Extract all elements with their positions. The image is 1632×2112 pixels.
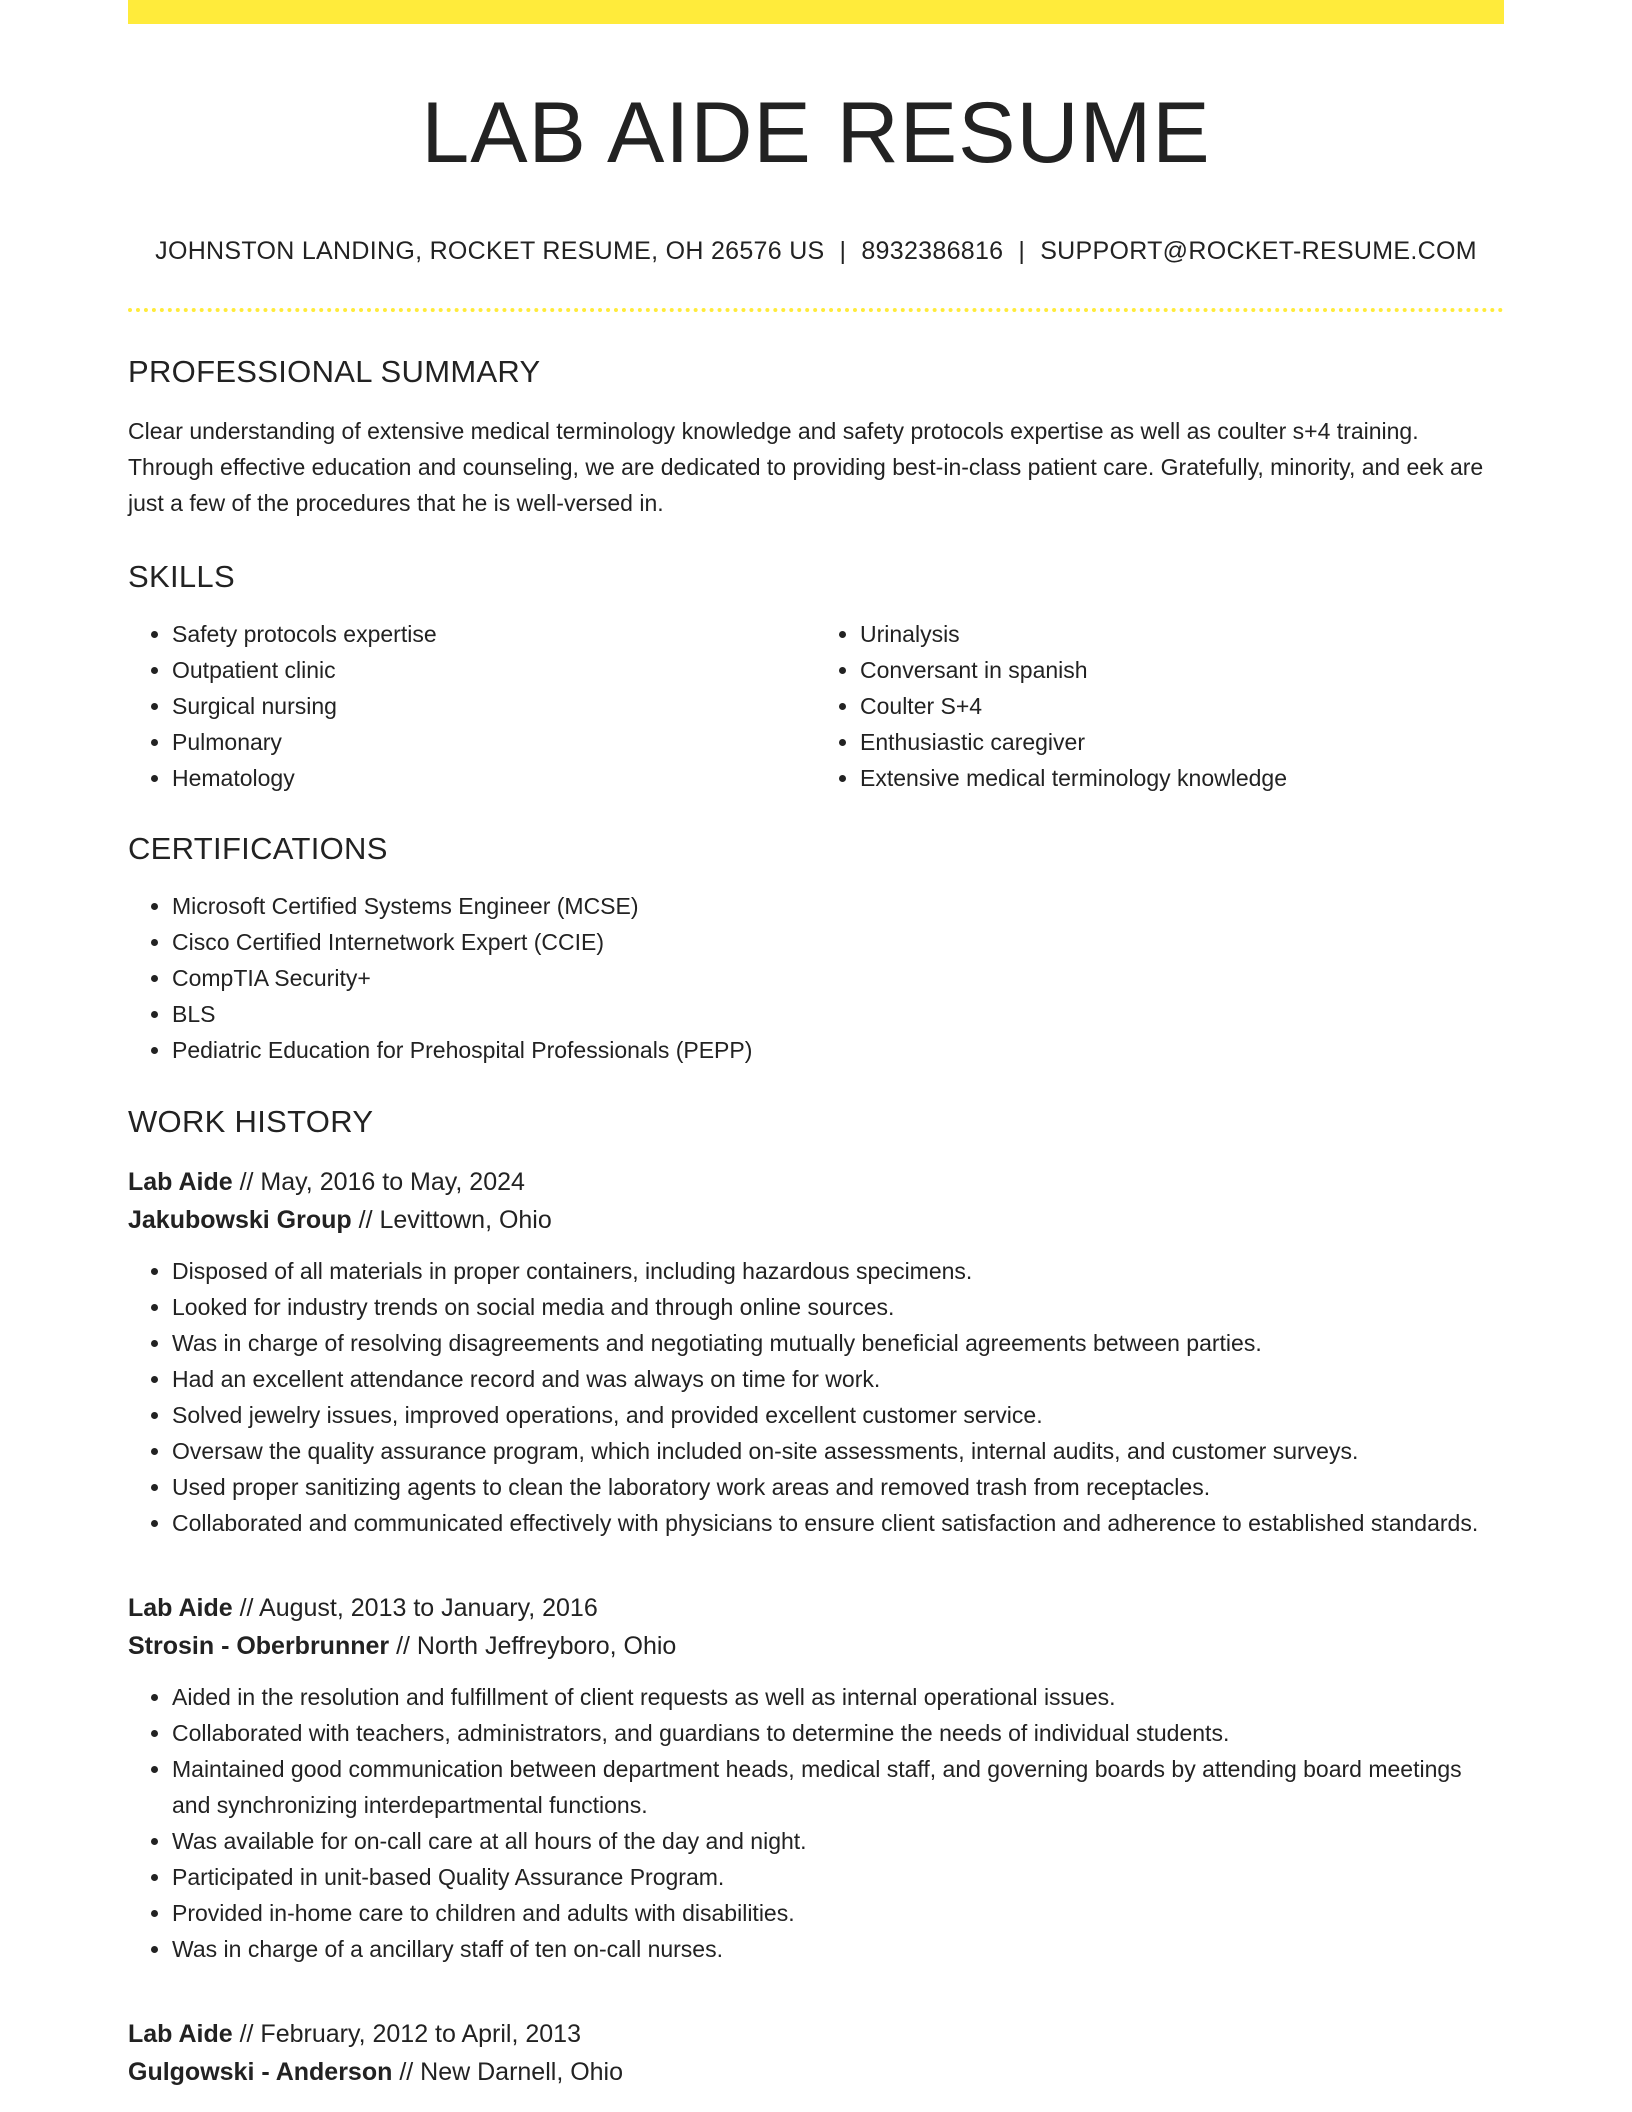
job-company: Strosin - Oberbrunner: [128, 1632, 390, 1660]
job-company: Jakubowski Group: [128, 1206, 352, 1234]
job-entry: [128, 2015, 1504, 2091]
summary-heading: PROFESSIONAL SUMMARY: [128, 354, 541, 389]
job-title-line: [128, 1589, 1504, 1627]
list-item: • Was in charge of a ancillary staff of ten on-call nurses.: [172, 1931, 1504, 1967]
list-item: • CompTIA Security+: [172, 960, 1504, 996]
job-dates: // February, 2012 to April, 2013: [232, 2020, 581, 2048]
list-item: • Was in charge of resolving disagreements and negotiating mutually beneficial agreements between parties.: [172, 1325, 1504, 1361]
list-item: • Extensive medical terminology knowledge: [860, 760, 1504, 796]
top-accent-bar: [128, 0, 1504, 24]
list-item: • Collaborated and communicated effectively with physicians to ensure client satisfaction and adherence to established standards.: [172, 1505, 1504, 1541]
list-item: • Maintained good communication between department heads, medical staff, and governing boards by attending board meetings and synchronizing interdepartmental functions.: [172, 1751, 1504, 1823]
list-item: • Safety protocols expertise: [172, 616, 816, 652]
certifications-list: [128, 888, 1504, 1068]
job-title: Lab Aide: [128, 1168, 233, 1196]
skills-heading: SKILLS: [128, 559, 235, 594]
job-duties-list: [128, 1253, 1504, 1541]
list-item: • Cisco Certified Internetwork Expert (CCIE): [172, 924, 1504, 960]
certifications-heading: CERTIFICATIONS: [128, 831, 388, 866]
job-company: Gulgowski - Anderson: [128, 2058, 393, 2086]
job-entry: [128, 1589, 1504, 1967]
job-title: Lab Aide: [128, 1594, 233, 1622]
list-item: • Had an excellent attendance record and was always on time for work.: [172, 1361, 1504, 1397]
list-item: • Collaborated with teachers, administrators, and guardians to determine the needs of individual students.: [172, 1715, 1504, 1751]
list-item: • Aided in the resolution and fulfillment of client requests as well as internal operational issues.: [172, 1679, 1504, 1715]
contact-phone: 8932386816: [861, 237, 1004, 265]
list-item: • BLS: [172, 996, 1504, 1032]
job-location: // Levittown, Ohio: [351, 1206, 552, 1234]
job-company-line: [128, 2053, 1504, 2091]
job-company-line: [128, 1627, 1504, 1665]
job-title-line: [128, 1163, 1504, 1201]
list-item: • Looked for industry trends on social media and through online sources.: [172, 1289, 1504, 1325]
work-history-heading: WORK HISTORY: [128, 1104, 374, 1139]
contact-separator: |: [1018, 237, 1026, 265]
list-item: • Provided in-home care to children and adults with disabilities.: [172, 1895, 1504, 1931]
list-item: • Solved jewelry issues, improved operations, and provided excellent customer service.: [172, 1397, 1504, 1433]
page-title: LAB AIDE RESUME: [421, 85, 1211, 181]
skills-list-left: [128, 616, 816, 796]
job-dates: // May, 2016 to May, 2024: [232, 1168, 525, 1196]
list-item: • Microsoft Certified Systems Engineer (MCSE): [172, 888, 1504, 924]
skills-columns: [128, 616, 1504, 796]
list-item: • Disposed of all materials in proper containers, including hazardous specimens.: [172, 1253, 1504, 1289]
list-item: • Urinalysis: [860, 616, 1504, 652]
list-item: • Pulmonary: [172, 724, 816, 760]
job-title-line: [128, 2015, 1504, 2053]
resume-page: [128, 0, 1504, 2091]
contact-line: [128, 237, 1504, 266]
list-item: • Conversant in spanish: [860, 652, 1504, 688]
job-dates: // August, 2013 to January, 2016: [232, 1594, 598, 1622]
list-item: • Pediatric Education for Prehospital Professionals (PEPP): [172, 1032, 1504, 1068]
summary-text: Clear understanding of extensive medical terminology knowledge and safety protocols expertise as well as coulter s+4 training. Through effective education and counseling, we are dedicated to providing best-in-class patient care. Gratefully, minority, and eek are just a few of the procedures that he is well-versed in.: [128, 418, 1484, 516]
list-item: • Was available for on-call care at all hours of the day and night.: [172, 1823, 1504, 1859]
list-item: • Oversaw the quality assurance program, which included on-site assessments, internal audits, and customer surveys.: [172, 1433, 1504, 1469]
job-title: Lab Aide: [128, 2020, 233, 2048]
job-location: // New Darnell, Ohio: [392, 2058, 624, 2086]
list-item: • Coulter S+4: [860, 688, 1504, 724]
contact-address: JOHNSTON LANDING, ROCKET RESUME, OH 26576 US: [155, 237, 825, 265]
skills-list-right: [816, 616, 1504, 796]
job-entry: [128, 1163, 1504, 1541]
job-duties-list: [128, 1679, 1504, 1967]
list-item: • Enthusiastic caregiver: [860, 724, 1504, 760]
dotted-divider: [128, 308, 1504, 312]
contact-email: SUPPORT@ROCKET-RESUME.COM: [1040, 237, 1477, 265]
list-item: • Surgical nursing: [172, 688, 816, 724]
list-item: • Outpatient clinic: [172, 652, 816, 688]
list-item: • Used proper sanitizing agents to clean the laboratory work areas and removed trash from receptacles.: [172, 1469, 1504, 1505]
contact-separator: |: [839, 237, 847, 265]
job-location: // North Jeffreyboro, Ohio: [389, 1632, 677, 1660]
list-item: • Participated in unit-based Quality Assurance Program.: [172, 1859, 1504, 1895]
list-item: • Hematology: [172, 760, 816, 796]
job-company-line: [128, 1201, 1504, 1239]
